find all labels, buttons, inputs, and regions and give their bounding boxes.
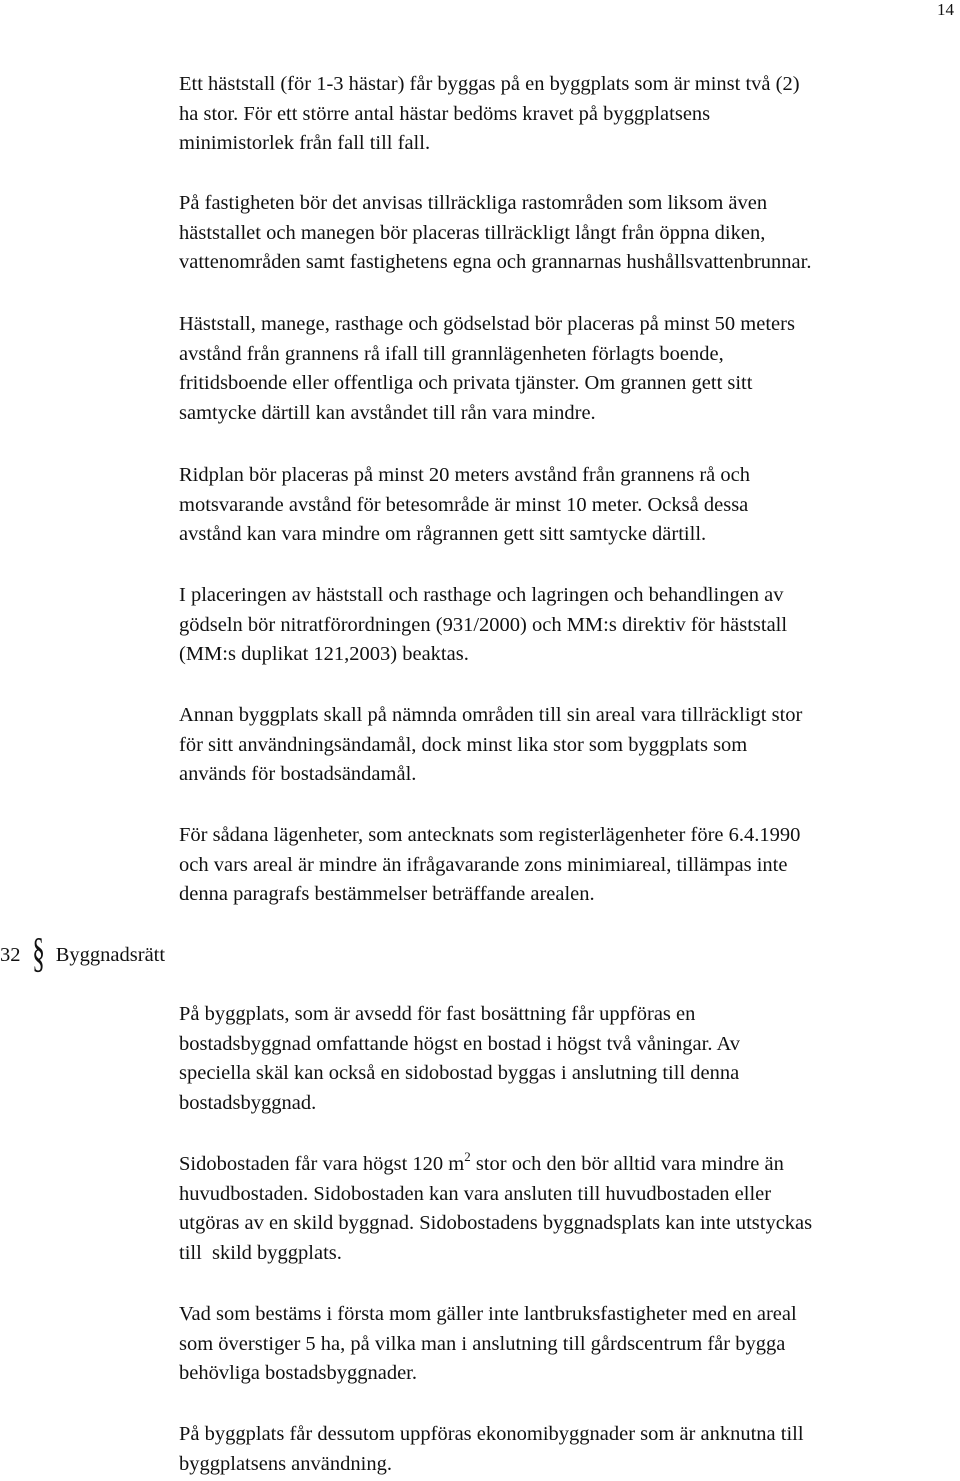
text-line: speciella skäl kan också en sidobostad byggas i anslutning till denna [179, 1062, 740, 1084]
text-line: denna paragrafs bestämmelser beträffande arealen. [179, 883, 595, 905]
paragraph-secondary-dwelling [179, 1150, 812, 1268]
text-line: bostadsbyggnad omfattande högst en bostad i högst två våningar. Av [179, 1032, 741, 1055]
text-line: gödseln bör nitratförordningen (931/2000) och MM:s direktiv för häststall [179, 613, 788, 636]
paragraph-nitrate-regulation [179, 581, 787, 670]
text-line: bostadsbyggnad. [179, 1091, 317, 1114]
paragraph-agricultural-properties [179, 1300, 797, 1389]
text-line: minimistorlek från fall till fall. [179, 132, 431, 154]
paragraph-other-building-plot [179, 701, 802, 790]
superscript: 2 [464, 1149, 471, 1164]
text-line [179, 1150, 812, 1180]
paragraph-economy-buildings [179, 1420, 804, 1479]
text-line: motsvarande avstånd för betesområde är minst 10 meter. Också dessa [179, 493, 749, 516]
text-line: avstånd från grannens rå ifall till grannlägenheten förlagts boende, [179, 342, 724, 365]
section-heading [0, 931, 166, 977]
section-sign: § [31, 931, 45, 977]
paragraph-rest-areas [179, 189, 811, 278]
text-line: På byggplats får dessutom uppföras ekonomibyggnader som är anknutna till [179, 1423, 804, 1445]
text-line: häststallet och manegen bör placeras tillräckligt långt från öppna diken, [179, 221, 766, 244]
text-line: vattenområden samt fastighetens egna och grannarnas hushållsvattenbrunnar. [179, 251, 812, 273]
text-line: utgöras av en skild byggnad. Sidobostadens byggnadsplats kan inte utstyckas [179, 1212, 813, 1234]
section-title: Byggnadsrätt [55, 944, 166, 966]
text-line: för sitt användningsändamål, dock minst lika stor som byggplats som [179, 733, 748, 756]
paragraph-riding-field [179, 461, 750, 550]
text-segment: Sidobostaden får vara högst 120 m [179, 1153, 465, 1175]
page-number: 14 [937, 0, 954, 19]
text-line: Ridplan bör placeras på minst 20 meters avstånd från grannens rå och [179, 464, 750, 486]
text-line: avstånd kan vara mindre om rågrannen gett sitt samtycke därtill. [179, 523, 707, 545]
text-line: till skild byggplats. [179, 1241, 342, 1264]
text-line: samtycke därtill kan avståndet till rån vara mindre. [179, 401, 596, 424]
text-line: fritidsboende eller offentliga och privata tjänster. Om grannen gett sitt [179, 372, 753, 394]
text-line: I placeringen av häststall och rasthage och lagringen och behandlingen av [179, 584, 784, 606]
text-segment: stor och den bör alltid vara mindre än [470, 1153, 784, 1175]
text-line: Häststall, manege, rasthage och gödselstad bör placeras på minst 50 meters [179, 313, 795, 335]
text-line: För sådana lägenheter, som antecknats som registerlägenheter före 6.4.1990 [179, 824, 801, 846]
paragraph-registered-lots [179, 821, 800, 910]
text-line: huvudbostaden. Sidobostaden kan vara ansluten till huvudbostaden eller [179, 1182, 772, 1205]
paragraph-distance-50m [179, 310, 795, 428]
text-line: Annan byggplats skall på nämnda områden till sin areal vara tillräckligt stor [179, 704, 803, 726]
section-number: 32 [0, 944, 21, 966]
text-line: Ett häststall (för 1-3 hästar) får byggas på en byggplats som är minst två (2) [179, 73, 800, 95]
text-line: (MM:s duplikat 121,2003) beaktas. [179, 643, 469, 665]
text-line: och vars areal är mindre än ifrågavarande zons minimiareal, tillämpas inte [179, 853, 788, 876]
text-line: Vad som bestäms i första mom gäller inte lantbruksfastigheter med en areal [179, 1303, 797, 1325]
paragraph-horse-stable-plot-size [179, 70, 800, 159]
text-line: På byggplats, som är avsedd för fast bosättning får uppföras en [179, 1003, 696, 1025]
text-line: På fastigheten bör det anvisas tillräckliga rastområden som liksom även [179, 192, 768, 214]
text-line: ha stor. För ett större antal hästar bedöms kravet på byggplatsens [179, 102, 711, 125]
paragraph-permanent-residence [179, 1000, 740, 1118]
text-line: som överstiger 5 ha, på vilka man i anslutning till gårdscentrum får bygga [179, 1332, 786, 1355]
text-line: används för bostadsändamål. [179, 763, 417, 785]
text-line: behövliga bostadsbyggnader. [179, 1362, 417, 1384]
text-line: byggplatsens användning. [179, 1452, 392, 1475]
